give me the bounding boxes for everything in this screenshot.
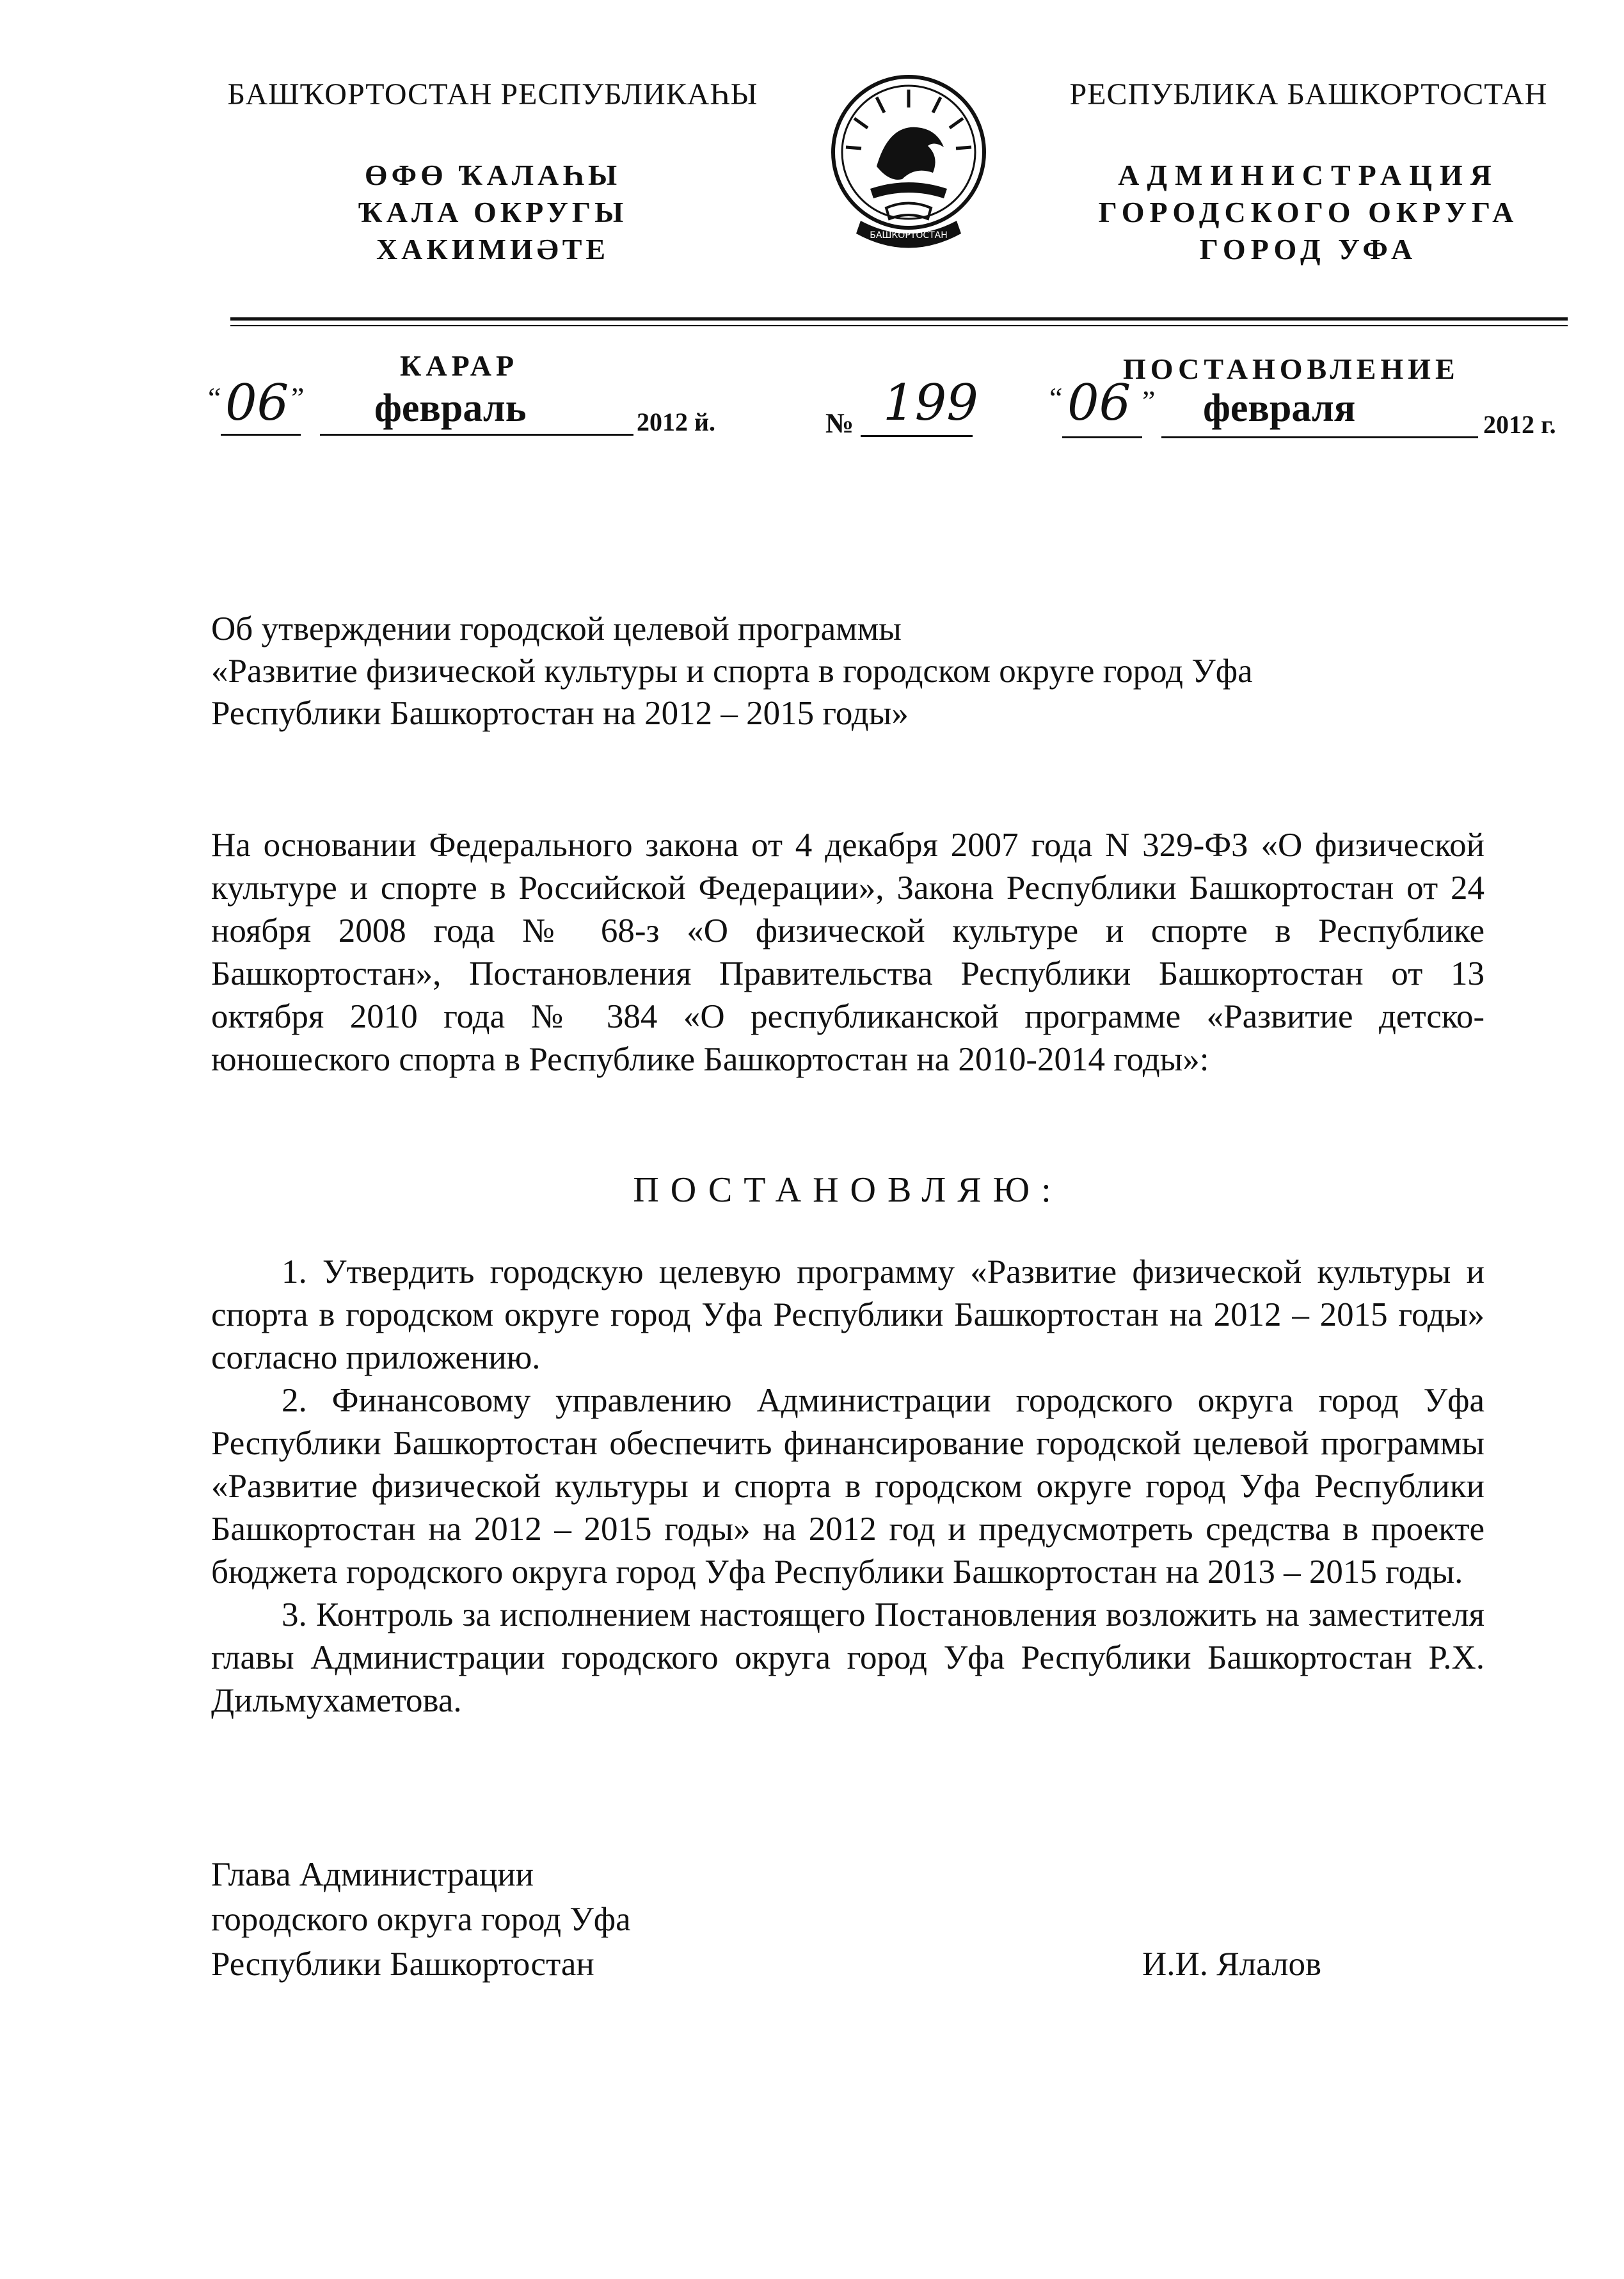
signature-title-line-3: Республики Башкортостан [211, 1946, 594, 1983]
date-right-month: февраля [1203, 386, 1356, 430]
date-right-day: 06 [1067, 374, 1131, 432]
preamble [211, 824, 1485, 1081]
preamble-text: На основании Федерального закона от 4 декабря 2007 года N 329-ФЗ «О физической культуре и спорте в Российской Федерации», Закона Республики Башкортостан от 24 ноября 2008 года № 68-з «О физической культуре и спорте в Республике Башкортостан», Постановления Правительства Республики Башкортостан от 13 октября 2010 года № 384 «О республиканской программе «Развитие детско-юношеского спорта в Республике Башкортостан на 2010-2014 годы»: [211, 827, 1485, 1078]
header-right-republic: РЕСПУБЛИКА БАШКОРТОСТАН [1069, 77, 1548, 111]
header-left-administration: ХАКИМИӘТЕ [376, 233, 610, 266]
header-left-city: ӨФӨ ҠАЛАҺЫ [364, 159, 621, 191]
signature-title-line-2: городского округа город Уфа [211, 1901, 631, 1938]
decree-item-1: 1. Утвердить городскую целевую программу «Развитие физической культуры и спорта в городском округе город Уфа Республики Башкортостан на 2012 – 2015 годы» согласно приложению. [211, 1253, 1485, 1376]
document-number: 199 [883, 374, 978, 432]
header-right [1043, 77, 1574, 268]
emblem-ribbon-text: БАШКОРТОСТАН [870, 230, 948, 241]
date-left-day-underline [221, 434, 301, 436]
date-left-year: 2012 й. [637, 408, 716, 436]
decree-item-2: 2. Финансовому управлению Администрации городского округа город Уфа Республики Башкортостан обеспечить финансирование городской целевой программы «Развитие физической культуры и спорта в городском округе город Уфа Республики Башкортостан на 2012 – 2015 годы» на 2012 год и предусмотреть средства в проекте бюджета городского округа город Уфа Республики Башкортостан на 2013 – 2015 годы. [211, 1382, 1485, 1591]
subject-line-2: «Развитие физической культуры и спорта в городском округе город Уфа [211, 653, 1253, 690]
header-right-administration: АДМИНИСТРАЦИЯ [1118, 159, 1499, 191]
number-label: № [825, 408, 854, 439]
doc-type-postanovlenie: ПОСТАНОВЛЕНИЕ [1123, 353, 1460, 385]
header-left-district: ҠАЛА ОКРУГЫ [358, 196, 628, 228]
decree-item-3: 3. Контроль за исполнением настоящего Постановления возложить на заместителя главы Администрации городского округа город Уфа Республики Башкортостан Р.Х. Дильмухаметова. [211, 1596, 1485, 1719]
date-left-month-underline [320, 434, 633, 436]
header-left [186, 77, 800, 268]
document-number-underline [861, 435, 973, 437]
decree-items [211, 1251, 1485, 1722]
decree-word: ПОСТАНОВЛЯЮ: [633, 1170, 1063, 1210]
signature-title-line-1: Глава Администрации [211, 1856, 534, 1893]
header-rule-thick [230, 317, 1568, 321]
header-right-city: ГОРОД УФА [1199, 233, 1418, 266]
date-right-open-quote: “ [1049, 381, 1063, 414]
signature-title [211, 1852, 631, 1987]
subject-block [211, 608, 1253, 735]
subject-line-1: Об утверждении городской целевой программы [211, 610, 902, 647]
header-left-republic: БАШҠОРТОСТАН РЕСПУБЛИКАҺЫ [227, 77, 758, 111]
subject-line-3: Республики Башкортостан на 2012 – 2015 годы» [211, 695, 909, 732]
signature-name: И.И. Ялалов [1142, 1946, 1322, 1983]
date-right-month-underline [1161, 436, 1478, 438]
doc-type-karar: КАРАР [400, 349, 519, 382]
header-right-district: ГОРОДСКОГО ОКРУГА [1098, 196, 1519, 228]
date-left-open-quote: “ [208, 381, 221, 414]
date-left-month: февраль [374, 386, 527, 430]
date-left-close-quote: ” [291, 381, 305, 414]
bashkortostan-emblem-icon [825, 70, 992, 256]
date-right-year: 2012 г. [1483, 410, 1556, 439]
header-rule-thin [230, 325, 1568, 326]
date-left-day: 06 [225, 374, 289, 432]
date-right-day-underline [1062, 436, 1142, 438]
date-right-close-quote: ” [1142, 385, 1156, 417]
